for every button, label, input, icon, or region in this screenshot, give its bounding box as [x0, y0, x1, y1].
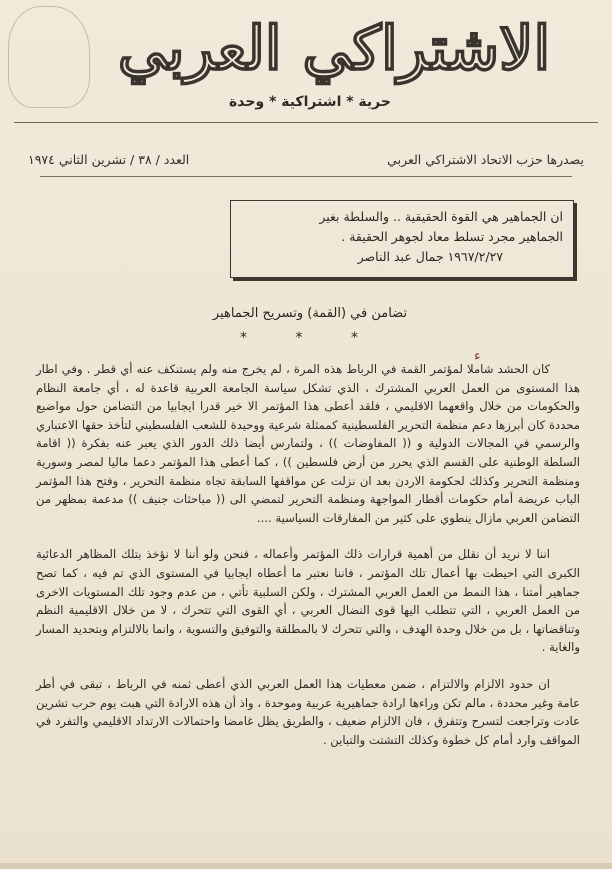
- quote-line-2: الجماهير مجرد تسلط معاد لجوهر الحقيقة .: [341, 229, 563, 244]
- publisher-line: يصدرها حزب الاتحاد الاشتراكي العربي: [387, 152, 584, 167]
- article-body: [36, 360, 580, 767]
- quote-line-1: ان الجماهير هي القوة الحقيقية .. والسلطة بغير: [319, 209, 563, 224]
- page-bottom-edge: [0, 863, 612, 869]
- top-rule: [14, 122, 598, 123]
- publication-info: [28, 152, 584, 172]
- issue-line: العدد / ٣٨ / تشرين الثاني ١٩٧٤: [28, 152, 190, 167]
- margin-mark: ء: [474, 348, 481, 364]
- newspaper-title: الاشتراكي العربي: [117, 14, 551, 84]
- slogan: حرية * اشتراكية * وحدة: [229, 94, 391, 110]
- header-rule: [40, 176, 572, 177]
- article-paragraph: كان الحشد شاملا لمؤتمر القمة في الرباط هذه المرة ، لم يخرج منه ولم يستنكف عنه أي قطر . وفي اطار هذا المستوى من العمل العربي المشترك ، الذي تشكل سياسة الجامعة العربية قاعدة له ، أي جامعة النظام والحكومات من خلال واقعهما الاقليمي ، فلقد أعطى هذا المؤتمر الا خير قدرا ايجابيا من التضامن حول مواضيع محددة كان أبرزها دعم منظمة التحرير الفلسطينية كممثلة شرعية ووحيدة للشعب الفلسطيني لتأخذ حقها الاعتباري والرسمي في المجالات الدولية و (( المفاوضات )) ، ولتمارس أيضا ذلك الدور الذي يعبر عنه بفكرة (( اقامة السلطة الوطنية على القسم الذي يحرر من أرض فلسطين )) ، كما أعطى هذا المؤتمر دعما ماليا لمصر وسورية ومنظمة التحرير وكذلك لحكومة الاردن بعد ان نزلت عن مواقفها السابقة تجاه منظمة التحرير ، وفتح هذا المؤتمر الباب عريضة أمام حكومات أقطار المواجهة ومنظمة التحرير لتمضي الى (( مباحثات جنيف )) مدعمة بمظهر من التضامن العربي مازال ينطوي على كثير من المفارقات السياسية ....: [36, 362, 580, 525]
- article-paragraph: اننا لا نريد أن نقلل من أهمية قرارات ذلك المؤتمر وأعماله ، فنحن ولو أننا لا نؤخذ بتلك المظاهر الدعائية الكبرى التي احيطت بها أعمال تلك المؤتمر ، فاننا نعتبر ما أعطاه ايجابيا في المستوى الذي تم فيه ، كما تصح جماهير أمتنا ، هذا النمط من العمل العربي المشترك ، ولكن السلبية تأتي ، من عدم وجود تلك المستويات الاخرى من العمل العربي ، التي تتطلب اليها قوى النضال العربي ، أي القوى التي تتحرك ، لا من خلال الاقليمية النظم وتناقضاتها ، بل من خلال وحدة الهدف ، والتي تتحرك لا بالمطلقة والتوفيق والتسوية ، وانما بالالتزام وبتحديد المسار والغاية .: [36, 547, 580, 655]
- article-paragraph: ان حدود الالزام والالتزام ، ضمن معطيات هذا العمل العربي الذي أعطى ثمنه في الرباط ، تبقى في أطر عامة وغير محددة ، مالم تكن وراءها ارادة جماهيرية عربية وموحدة ، واذ أن هذه الارادة التي هبت يوم حرب تشرين عادت وتراجعت لتسرح وتتفرق ، فان الالزام ضعيف ، والطريق يظل غامضا واحتمالات الارتداد الاقليمي والتفرد في المواقف وارد أمام كل خطوة وكذلك التشتت والتباين .: [36, 676, 580, 747]
- quote-attribution: ١٩٦٧/٢/٢٧ جمال عبد الناصر: [357, 249, 503, 264]
- masthead: [0, 0, 612, 120]
- article-title: تضامن في (القمة) وتسريح الجماهير: [212, 306, 408, 321]
- separator-stars: * * *: [240, 330, 380, 346]
- nasser-quote-box: [230, 200, 574, 278]
